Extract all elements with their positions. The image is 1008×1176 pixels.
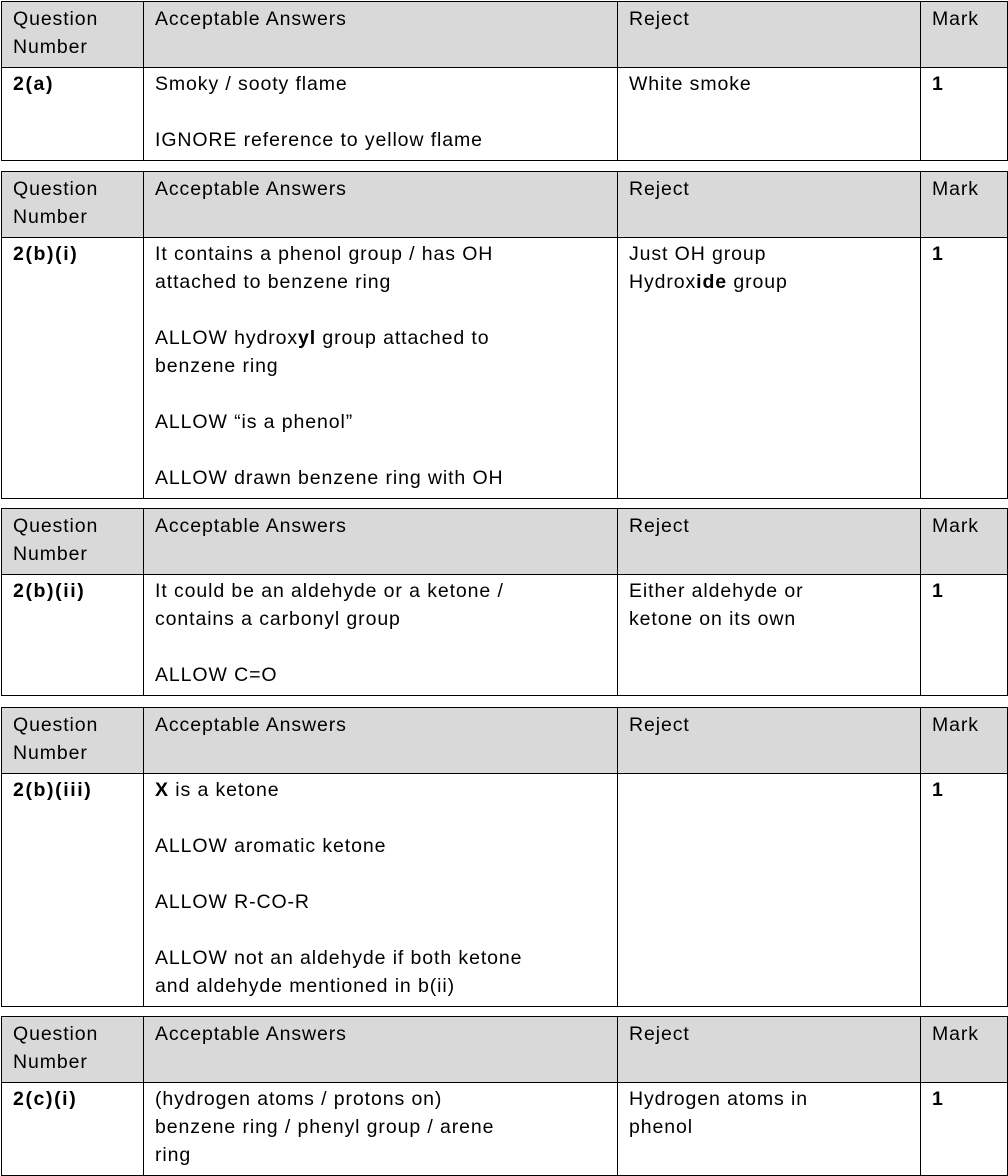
question-number: 2(c)(i) [2,1083,144,1176]
mark-scheme-table-2bii [1,508,1008,696]
header-reject: Reject [618,708,921,774]
header-row [2,708,1008,774]
header-reject: Reject [618,509,921,575]
header-acceptable-answers: Acceptable Answers [144,708,618,774]
header-reject: Reject [618,2,921,68]
acceptable-answers-cell [144,774,618,1007]
answer-line: ALLOW C=O [155,664,278,686]
header-row [2,2,1008,68]
header-question-number: Question Number [2,708,144,774]
header-acceptable-answers: Acceptable Answers [144,509,618,575]
answer-line: It contains a phenol group / has OH attached to benzene ring [155,243,494,293]
reject-cell: Either aldehyde or ketone on its own [618,575,921,696]
mark-scheme-table-2biii [1,707,1008,1007]
mark-cell: 1 [921,238,1008,499]
acceptable-answers-cell [144,1083,618,1176]
header-acceptable-answers: Acceptable Answers [144,2,618,68]
answer-line: ALLOW hydroxyl group attached to benzene ring [155,327,490,377]
question-number: 2(b)(iii) [2,774,144,1007]
mark-cell: 1 [921,774,1008,1007]
header-question-number: Question Number [2,1017,144,1083]
answer-row [2,1083,1008,1176]
header-reject: Reject [618,172,921,238]
acceptable-answers-cell [144,575,618,696]
header-question-number: Question Number [2,509,144,575]
header-mark: Mark [921,509,1008,575]
reject-line: Hydroxide group [629,271,788,293]
question-number: 2(b)(i) [2,238,144,499]
answer-line: IGNORE reference to yellow flame [155,129,483,151]
header-question-number: Question Number [2,2,144,68]
header-row [2,172,1008,238]
answer-line: Smoky / sooty flame [155,73,348,95]
answer-row [2,238,1008,499]
answer-line: X is a ketone [155,779,280,801]
mark-cell: 1 [921,575,1008,696]
header-mark: Mark [921,172,1008,238]
header-row [2,509,1008,575]
answer-line: It could be an aldehyde or a ketone / contains a carbonyl group [155,580,504,630]
answer-line: ALLOW drawn benzene ring with OH [155,467,504,489]
question-number: 2(a) [2,68,144,161]
mark-scheme-table-2a [1,1,1008,161]
header-row [2,1017,1008,1083]
header-mark: Mark [921,708,1008,774]
answer-line: ALLOW not an aldehyde if both ketone and aldehyde mentioned in b(ii) [155,947,523,997]
answer-line: ALLOW R-CO-R [155,891,310,913]
mark-cell: 1 [921,68,1008,161]
header-mark: Mark [921,2,1008,68]
reject-cell: White smoke [618,68,921,161]
reject-cell [618,774,921,1007]
answer-row [2,774,1008,1007]
acceptable-answers-cell [144,68,618,161]
question-number: 2(b)(ii) [2,575,144,696]
reject-line: Just OH group [629,243,767,265]
header-reject: Reject [618,1017,921,1083]
reject-cell: Hydrogen atoms in phenol [618,1083,921,1176]
answer-row [2,575,1008,696]
reject-cell [618,238,921,499]
mark-scheme-table-2bi [1,171,1008,499]
header-acceptable-answers: Acceptable Answers [144,172,618,238]
mark-scheme-table-2ci [1,1016,1008,1176]
answer-line: ALLOW aromatic ketone [155,835,387,857]
header-question-number: Question Number [2,172,144,238]
acceptable-answers-cell [144,238,618,499]
answer-row [2,68,1008,161]
mark-cell: 1 [921,1083,1008,1176]
header-acceptable-answers: Acceptable Answers [144,1017,618,1083]
header-mark: Mark [921,1017,1008,1083]
answer-line: ALLOW “is a phenol” [155,411,354,433]
answer-line: (hydrogen atoms / protons on) benzene ring / phenyl group / arene ring [155,1088,495,1166]
